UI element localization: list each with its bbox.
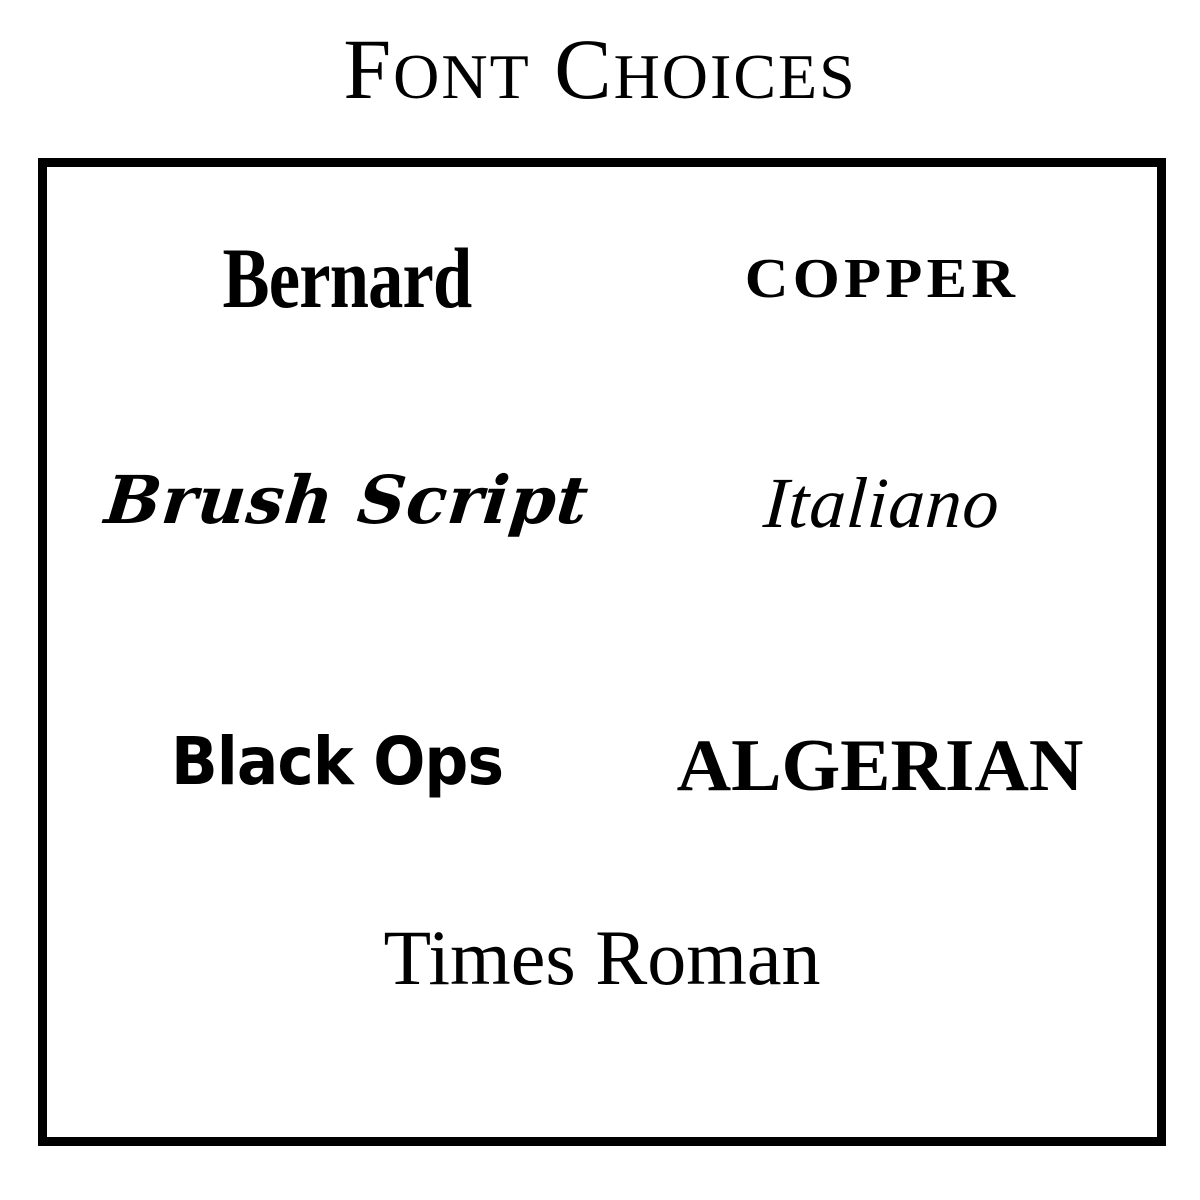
font-sample-algerian: ALGERIAN xyxy=(676,725,1084,807)
page-title-letter-c: C xyxy=(554,21,614,117)
font-sample-brush-script: Brush Script xyxy=(101,461,593,539)
samples-frame xyxy=(38,158,1166,1146)
page-title-word-font-rest: ONT xyxy=(393,41,531,112)
font-sample-times-roman: Times Roman xyxy=(383,914,821,1001)
page-title-letter-f: F xyxy=(343,21,394,117)
page-title-word-choices-rest: HOICES xyxy=(613,41,857,112)
font-sample-list xyxy=(47,167,1157,1137)
page-title xyxy=(0,14,1200,132)
font-sample-copper: COPPER xyxy=(744,248,1020,310)
font-sample-bernard: Bernard xyxy=(222,230,472,326)
font-sample-italiano: Italiano xyxy=(761,463,1003,543)
font-sample-black-ops: Black Ops xyxy=(170,723,504,800)
